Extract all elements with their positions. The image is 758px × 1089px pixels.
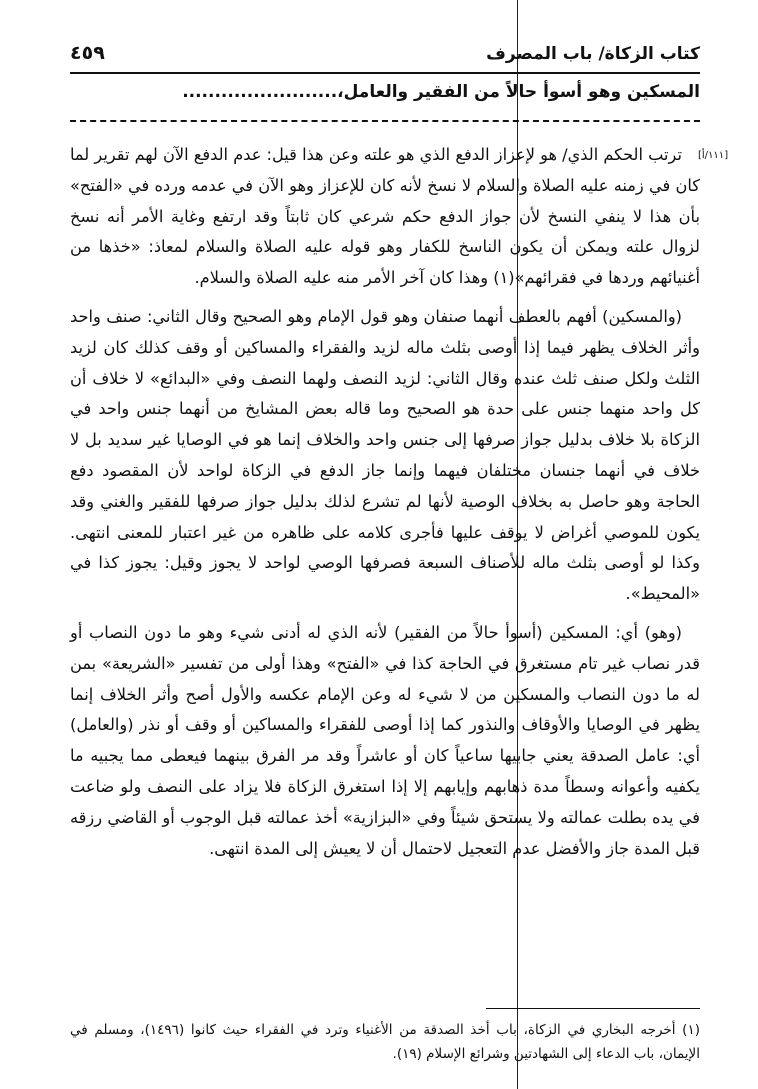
paragraph: (والمسكين) أفهم بالعطف أنهما صنفان وهو قول الإمام وهو الصحيح وقال الثاني: صنف واحد وأثر الخلاف يظهر فيما إذا أوصى بثلث ماله لزيد والفقراء والمساكين أو وقف كذلك كان لزيد الثلث ولكل صنف ثلث عنده وقال الثاني: لزيد النصف ولهما النصف وفي «البدائع» لا خلاف أن كل واحد منهما جنس على حدة هو الصحيح وما قاله بعض المشايخ من أنهما جنس واحد في الزكاة بلا خلاف بدليل جواز صرفها إلى جنس واحد والخلاف إنما هو في الوصايا غير سديد بل لا خلاف في أنهما جنسان مختلفان فيهما وإنما جاز الدفع في الزكاة لواحد لأن المقصود دفع الحاجة وهو حاصل به بخلاف الوصية لأنها لم تشرع لذلك بدليل جواز صرفها للفقير والغني وقد يكون للموصي أغراض لا يوقف عليها فأجرى كلامه على ظاهره من غير اعتبار للمعنى انتهى. وكذا لو أوصى بثلث ماله للأصناف السبعة فصرفها الوصي لواحد لا يجوز وقيل: يجوز كذا في «المحيط». xyxy=(70,306,700,604)
page-header xyxy=(70,40,700,74)
footnote: (١) أخرجه البخاري في الزكاة، باب أخذ الصدقة من الأغنياء وترد في الفقراء حيث كانوا (١٤٩٦)، ومسلم في الإيمان، باب الدعاء إلى الشهادتين وشرائع الإسلام (١٩). xyxy=(70,1022,700,1062)
footnote-rule xyxy=(486,1008,700,1009)
manuscript-folio-ref: [١١١/أ] xyxy=(698,150,729,161)
running-title: كتاب الزكاة/ باب المصرف xyxy=(486,44,700,64)
commentary-body xyxy=(70,140,700,864)
matn-line: المسكين وهو أسوأ حالاً من الفقير والعامل،........................ xyxy=(182,82,700,102)
matn-separator xyxy=(70,120,700,122)
paragraph: ترتب الحكم الذي/ هو لإعزاز الدفع الذي هو علته وعن هذا قيل: عدم الدفع الآن لهم تقرير لما كان في زمنه عليه الصلاة والسلام لا نسخ لأنه كان للإعزاز وهو الآن في عدمه ورده في «الفتح» بأن هذا لا ينفي النسخ لأن جواز الدفع حكم شرعي كان ثابتاً وقد ارتفع وغاية الأمر أنه نسخ لزوال علته ويمكن أن يكون الناسخ للكفار وهو قوله عليه الصلاة والسلام لمعاذ: «خذها من أغنيائهم وردها في فقرائهم»(١) وهذا كان آخر الأمر منه عليه الصلاة والسلام. xyxy=(70,145,700,288)
page-number: ٤٥٩ xyxy=(70,42,105,64)
header-rule xyxy=(70,72,700,74)
paragraph: (وهو) أي: المسكين (أسوأ حالاً من الفقير) لأنه الذي له أدنى شيء وهو ما دون النصاب أو قدر نصاب غير تام مستغرق في الحاجة كذا في «الفتح» وهذا أولى من تفسير «الشريعة» بمن له ما دون النصاب والمسكين من لا شيء له وعن الإمام عكسه والأول أصح وأثر الخلاف إنما يظهر في الوصايا والأوقاف والنذور كما إذا أوصى للفقراء والمساكين أو وقف أو نذر (والعامل) أي: عامل الصدقة يعني جابيها ساعياً كان أو عاشراً وقد مر الفرق بينهما فيعطى مما يجبيه ما يكفيه وأعوانه وسطاً مدة ذهابهم وإيابهم إلا إذا استغرق الزكاة فلا يزاد على النصف ولو ضاعت في يده بطلت عمالته ولا يستحق شيئاً وفي «البزازية» أخذ عمالته قبل الوجوب أو القاضي رزقه قبل المدة جاز والأفضل عدم التعجيل لاحتمال أن لا يعيش إلى المدة انتهى. xyxy=(70,622,700,858)
